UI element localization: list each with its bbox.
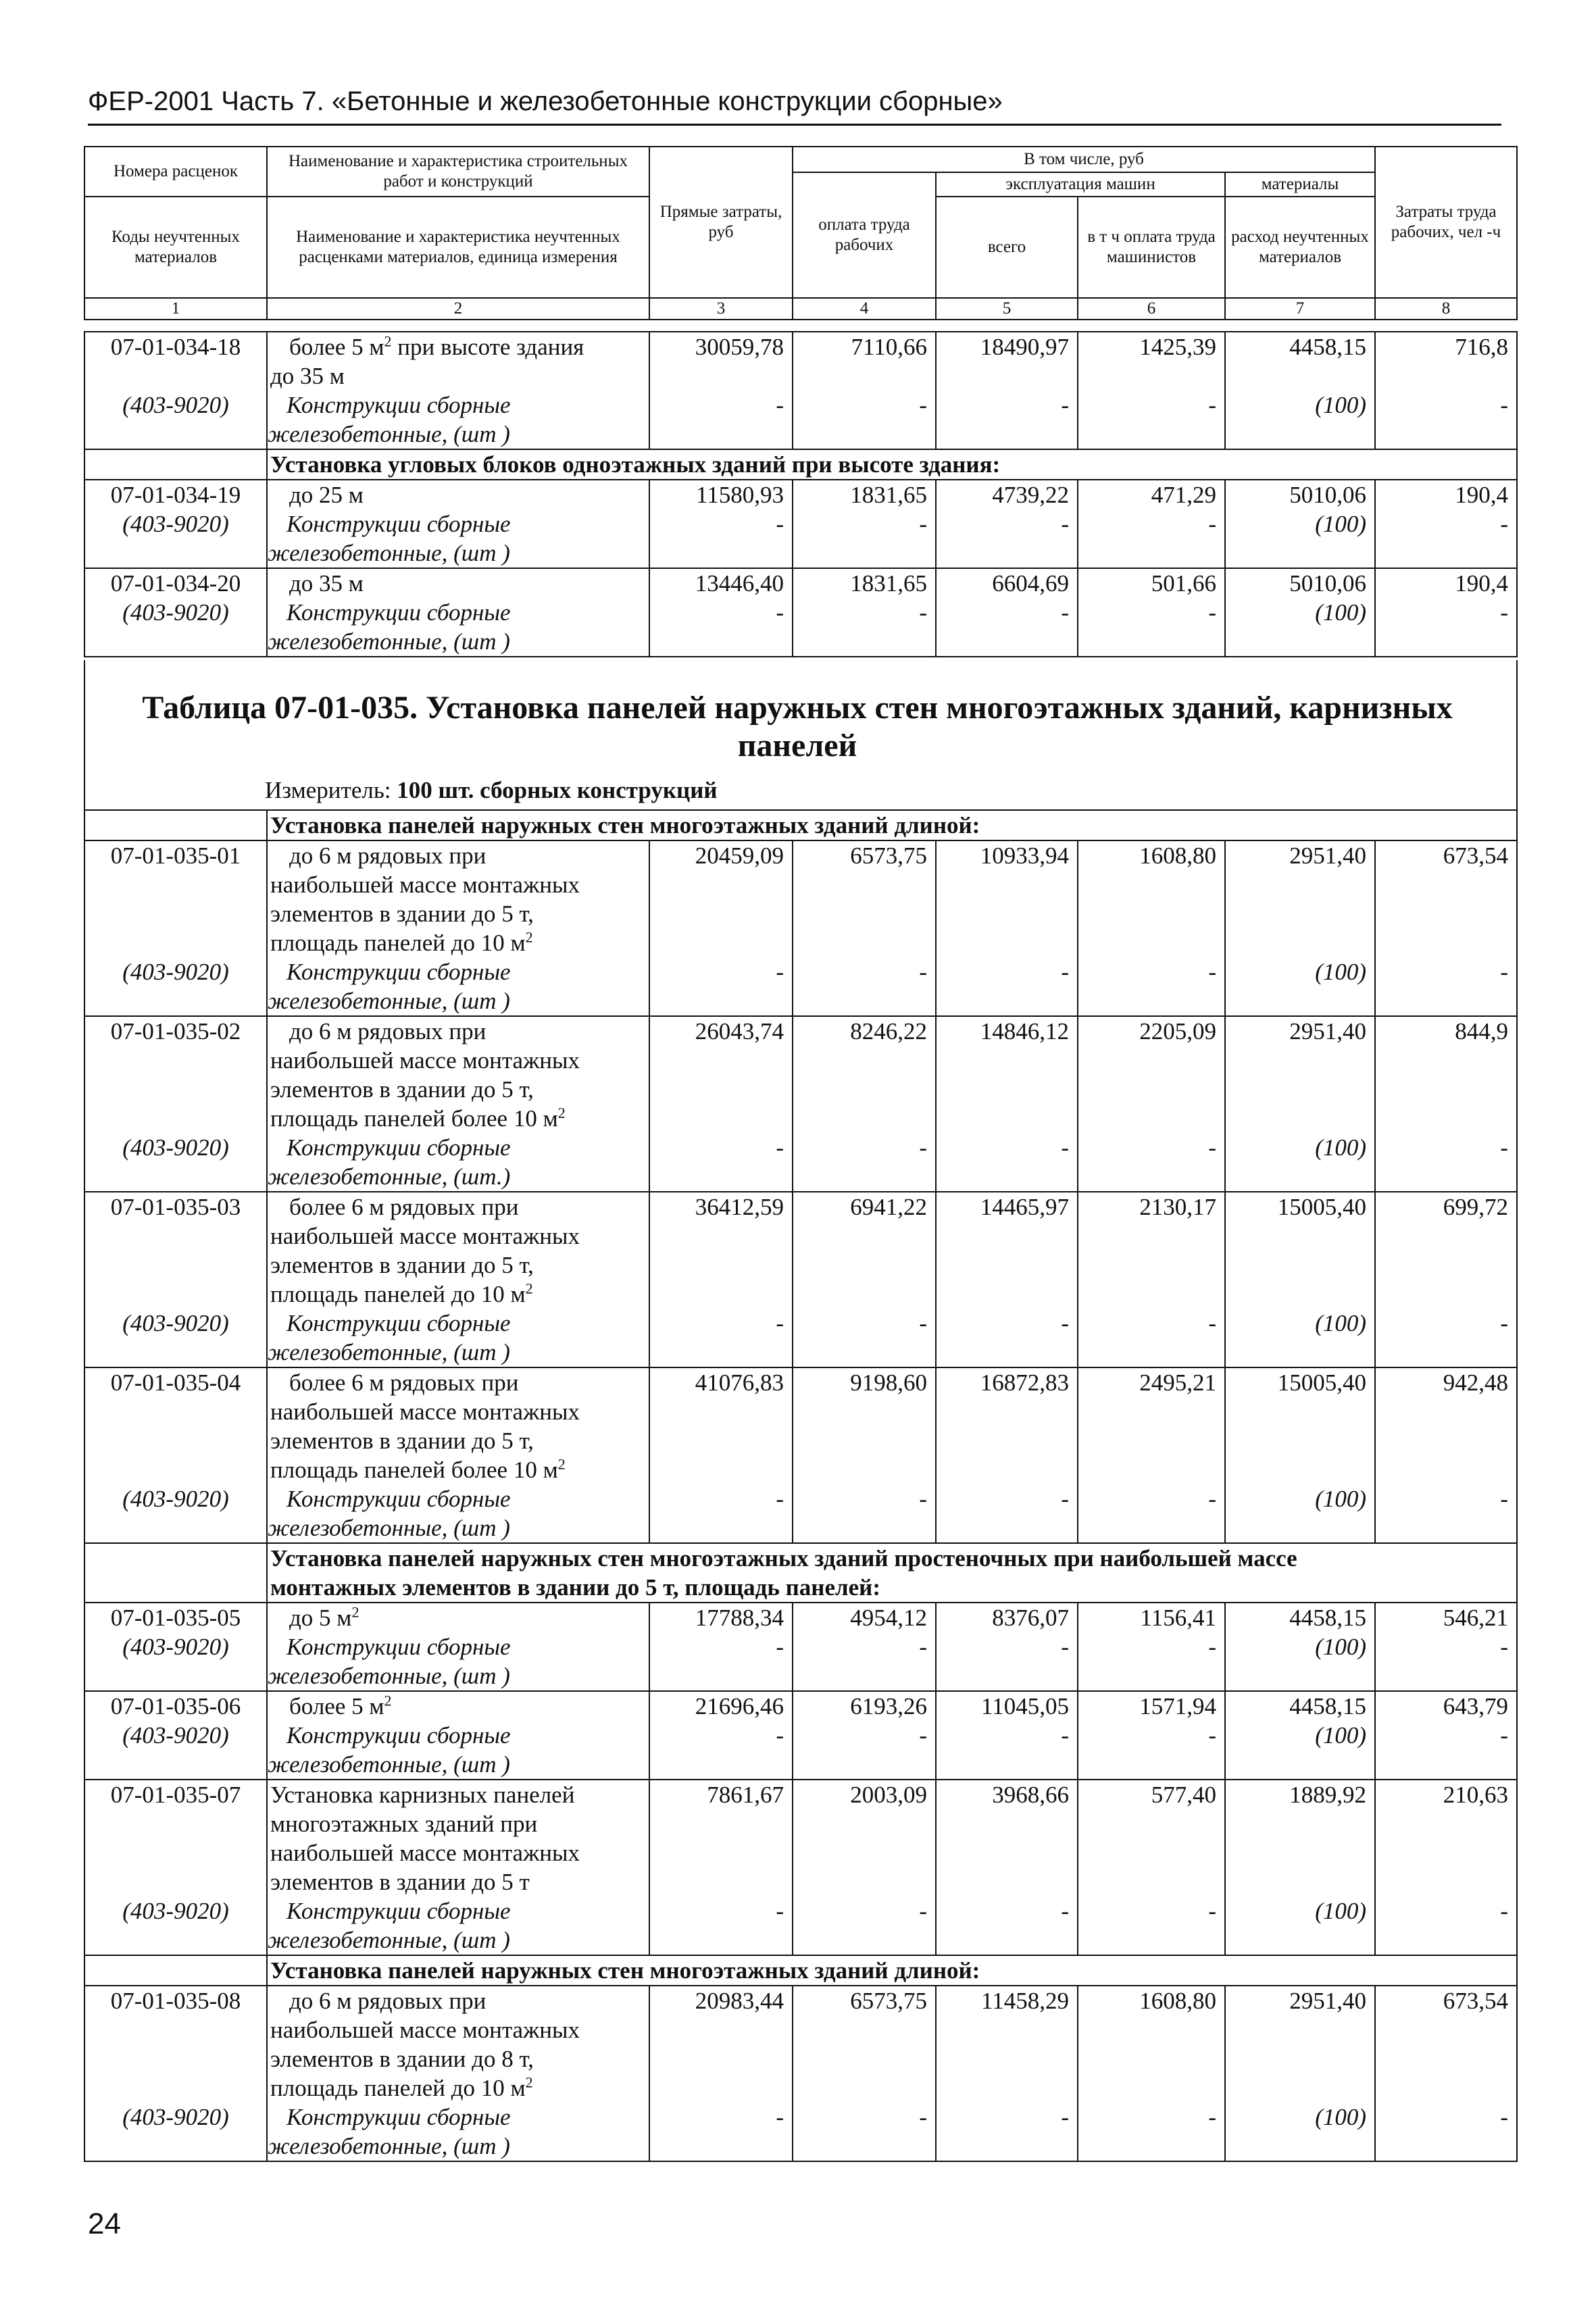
empty-value: - (793, 1309, 936, 1367)
worker-wages: 9198,60 (793, 1367, 936, 1484)
table-row (84, 1691, 1517, 1721)
rate-description: до 6 м рядовых при наибольшей массе монтажных элементов в здании до 5 т, площадь панелей более 10 $м^2$ (267, 1016, 649, 1133)
empty-value: - (793, 1632, 936, 1691)
material-row (84, 1484, 1517, 1543)
section-row (84, 1543, 1517, 1603)
direct-costs: 41076,83 (649, 1367, 793, 1484)
machines-total: 18490,97 (936, 332, 1078, 391)
material-quantity: (100) (1225, 509, 1375, 568)
empty-value: - (649, 1632, 793, 1691)
material-row (84, 957, 1517, 1016)
machinist-wages: 2205,09 (1078, 1016, 1225, 1133)
table-row (84, 1780, 1517, 1896)
empty-value: - (1078, 1133, 1225, 1192)
material-quantity: (100) (1225, 1309, 1375, 1367)
worker-wages: 4954,12 (793, 1603, 936, 1632)
table-row (84, 840, 1517, 957)
material-row (84, 391, 1517, 449)
table-row (84, 1016, 1517, 1133)
machines-total: 14846,12 (936, 1016, 1078, 1133)
col-header-machines-total: всего (936, 197, 1078, 298)
material-code: (403-9020) (84, 509, 267, 568)
empty-value: - (793, 1133, 936, 1192)
rate-code: 07-01-034-20 (84, 568, 267, 598)
worker-wages: 6573,75 (793, 1986, 936, 2103)
material-quantity: (100) (1225, 1133, 1375, 1192)
empty-value: - (649, 2103, 793, 2161)
section-row (84, 449, 1517, 480)
material-quantity: (100) (1225, 1896, 1375, 1955)
worker-wages: 1831,65 (793, 480, 936, 509)
material-name: Конструкции сборные железобетонные, (шт ) (267, 1721, 649, 1780)
materials: 2951,40 (1225, 1016, 1375, 1133)
machinist-wages: 1608,80 (1078, 1986, 1225, 2103)
empty-value: - (1375, 1484, 1517, 1543)
rate-code: 07-01-034-19 (84, 480, 267, 509)
empty-value: - (1078, 1309, 1225, 1367)
col-number: 1 (84, 298, 267, 320)
rate-code: 07-01-035-05 (84, 1603, 267, 1632)
empty-value: - (649, 1309, 793, 1367)
rate-description: более 6 м рядовых при наибольшей массе монтажных элементов в здании до 5 т, площадь панелей до 10 $м^2$ (267, 1192, 649, 1309)
direct-costs: 30059,78 (649, 332, 793, 391)
empty-value: - (649, 957, 793, 1016)
machinist-wages: 501,66 (1078, 568, 1225, 598)
empty-value: - (793, 391, 936, 449)
empty-value: - (649, 391, 793, 449)
machines-total: 10933,94 (936, 840, 1078, 957)
col-header-number: Номера расценок (84, 147, 267, 197)
direct-costs: 21696,46 (649, 1691, 793, 1721)
empty-value: - (1078, 2103, 1225, 2161)
col-header-materials: материалы (1225, 172, 1375, 197)
machines-total: 11458,29 (936, 1986, 1078, 2103)
col-number: 2 (267, 298, 649, 320)
empty-value: - (1078, 957, 1225, 1016)
rate-description: более 5 $м^2$ при высоте здания до 35 м (267, 332, 649, 391)
rate-code: 07-01-035-08 (84, 1986, 267, 2103)
worker-wages: 6193,26 (793, 1691, 936, 1721)
labor-cost: 716,8 (1375, 332, 1517, 391)
rate-description: до 5 $м^2$ (267, 1603, 649, 1632)
labor-cost: 942,48 (1375, 1367, 1517, 1484)
material-code: (403-9020) (84, 957, 267, 1016)
rate-description: Установка карнизных панелей многоэтажных зданий при наибольшей массе монтажных элементов в здании до 5 т (267, 1780, 649, 1896)
worker-wages: 2003,09 (793, 1780, 936, 1896)
col-number: 5 (936, 298, 1078, 320)
material-row (84, 1721, 1517, 1780)
rate-description: до 25 м (267, 480, 649, 509)
labor-cost: 699,72 (1375, 1192, 1517, 1309)
col-header-labor: Затраты труда рабочих, чел -ч (1375, 147, 1517, 298)
direct-costs: 17788,34 (649, 1603, 793, 1632)
material-quantity: (100) (1225, 1632, 1375, 1691)
empty-value: - (936, 509, 1078, 568)
col-header-material-consumption: расход неучтенных материалов (1225, 197, 1375, 298)
labor-cost: 210,63 (1375, 1780, 1517, 1896)
empty-value: - (936, 1721, 1078, 1780)
material-quantity: (100) (1225, 957, 1375, 1016)
table-row (84, 1603, 1517, 1632)
material-code: (403-9020) (84, 1484, 267, 1543)
direct-costs: 11580,93 (649, 480, 793, 509)
empty-value: - (1375, 2103, 1517, 2161)
material-row (84, 2103, 1517, 2161)
col-number: 8 (1375, 298, 1517, 320)
empty-value: - (793, 1484, 936, 1543)
empty-value: - (649, 1133, 793, 1192)
labor-cost: 673,54 (1375, 1986, 1517, 2103)
section-heading: Установка панелей наружных стен многоэтажных зданий длиной: (267, 1955, 1517, 1986)
machines-total: 3968,66 (936, 1780, 1078, 1896)
col-header-including: В том числе, руб (793, 147, 1375, 172)
empty-value: - (1078, 1484, 1225, 1543)
materials: 5010,06 (1225, 568, 1375, 598)
materials: 2951,40 (1225, 1986, 1375, 2103)
table-row (84, 1367, 1517, 1484)
material-code: (403-9020) (84, 1721, 267, 1780)
empty-value: - (1078, 509, 1225, 568)
col-header-material-codes: Коды неучтенных материалов (84, 197, 267, 298)
page-number: 24 (88, 2207, 121, 2240)
section-row (84, 810, 1517, 840)
material-name: Конструкции сборные железобетонные, (шт ) (267, 1484, 649, 1543)
materials: 2951,40 (1225, 840, 1375, 957)
material-code: (403-9020) (84, 1632, 267, 1691)
direct-costs: 36412,59 (649, 1192, 793, 1309)
material-name: Конструкции сборные железобетонные, (шт ) (267, 1309, 649, 1367)
col-header-direct-costs: Прямые затраты, руб (649, 147, 793, 298)
material-code: (403-9020) (84, 1133, 267, 1192)
machinist-wages: 1425,39 (1078, 332, 1225, 391)
labor-cost: 673,54 (1375, 840, 1517, 957)
col-number: 7 (1225, 298, 1375, 320)
material-quantity: (100) (1225, 1484, 1375, 1543)
empty-value: - (936, 1484, 1078, 1543)
rate-description: до 6 м рядовых при наибольшей массе монтажных элементов в здании до 8 т, площадь панелей до 10 $м^2$ (267, 1986, 649, 2103)
rates-table-034 (84, 331, 1518, 657)
empty-value: - (936, 957, 1078, 1016)
header-rule (88, 124, 1501, 126)
material-quantity: (100) (1225, 598, 1375, 657)
section-row (84, 1955, 1517, 1986)
material-name: Конструкции сборные железобетонные, (шт ) (267, 391, 649, 449)
section-heading: Установка панелей наружных стен многоэтажных зданий длиной: (267, 810, 1517, 840)
material-code: (403-9020) (84, 1309, 267, 1367)
materials: 15005,40 (1225, 1192, 1375, 1309)
materials: 15005,40 (1225, 1367, 1375, 1484)
empty-value: - (1375, 1309, 1517, 1367)
col-header-machines: эксплуатация машин (936, 172, 1225, 197)
material-quantity: (100) (1225, 391, 1375, 449)
material-row (84, 598, 1517, 657)
material-name: Конструкции сборные железобетонные, (шт ) (267, 1632, 649, 1691)
empty-value: - (1078, 391, 1225, 449)
empty-value: - (1078, 598, 1225, 657)
material-name: Конструкции сборные железобетонные, (шт ) (267, 957, 649, 1016)
table-title: Таблица 07-01-035. Установка панелей наружных стен многоэтажных зданий, карнизных панелей (142, 690, 1453, 763)
empty-value: - (1375, 509, 1517, 568)
rates-table-035 (84, 809, 1518, 2162)
rate-code: 07-01-035-07 (84, 1780, 267, 1896)
empty-value: - (1375, 1721, 1517, 1780)
empty-value: - (1375, 598, 1517, 657)
rate-code: 07-01-035-03 (84, 1192, 267, 1309)
machines-total: 6604,69 (936, 568, 1078, 598)
rate-description: более 5 $м^2$ (267, 1691, 649, 1721)
machinist-wages: 1571,94 (1078, 1691, 1225, 1721)
empty-value: - (936, 1632, 1078, 1691)
material-code: (403-9020) (84, 2103, 267, 2161)
materials: 5010,06 (1225, 480, 1375, 509)
table-row (84, 1986, 1517, 2103)
empty-value: - (1375, 1896, 1517, 1955)
table-row (84, 1192, 1517, 1309)
worker-wages: 6573,75 (793, 840, 936, 957)
materials: 4458,15 (1225, 332, 1375, 391)
worker-wages: 1831,65 (793, 568, 936, 598)
empty-value: - (1375, 957, 1517, 1016)
empty-value: - (793, 1721, 936, 1780)
empty-value: - (793, 1896, 936, 1955)
table-row (84, 332, 1517, 391)
frame-line-right (1516, 660, 1518, 829)
material-row (84, 509, 1517, 568)
empty-value: - (793, 957, 936, 1016)
machines-total: 8376,07 (936, 1603, 1078, 1632)
machinist-wages: 1156,41 (1078, 1603, 1225, 1632)
material-row (84, 1133, 1517, 1192)
empty-value: - (649, 598, 793, 657)
rate-code: 07-01-035-01 (84, 840, 267, 957)
frame-line-left (84, 660, 85, 829)
empty-value: - (649, 1721, 793, 1780)
direct-costs: 26043,74 (649, 1016, 793, 1133)
material-name: Конструкции сборные железобетонные, (шт ) (267, 509, 649, 568)
empty-value: - (936, 1309, 1078, 1367)
machines-total: 14465,97 (936, 1192, 1078, 1309)
machines-total: 11045,05 (936, 1691, 1078, 1721)
empty-value: - (936, 598, 1078, 657)
worker-wages: 7110,66 (793, 332, 936, 391)
empty-value: - (936, 1896, 1078, 1955)
section-heading: Установка угловых блоков одноэтажных зданий при высоте здания: (267, 449, 1517, 480)
machines-total: 4739,22 (936, 480, 1078, 509)
empty-value: - (649, 1484, 793, 1543)
empty-value: - (793, 2103, 936, 2161)
material-code: (403-9020) (84, 598, 267, 657)
machinist-wages: 1608,80 (1078, 840, 1225, 957)
empty-value: - (1078, 1632, 1225, 1691)
col-number: 3 (649, 298, 793, 320)
labor-cost: 190,4 (1375, 480, 1517, 509)
material-code: (403-9020) (84, 1896, 267, 1955)
col-header-material-names: Наименование и характеристика неучтенных расценками материалов, единица измерения (267, 197, 649, 298)
material-row (84, 1896, 1517, 1955)
direct-costs: 13446,40 (649, 568, 793, 598)
col-header-machinist-wages: в т ч оплата труда машинистов (1078, 197, 1225, 298)
column-header-table (84, 146, 1518, 320)
labor-cost: 190,4 (1375, 568, 1517, 598)
machinist-wages: 577,40 (1078, 1780, 1225, 1896)
empty-value: - (936, 2103, 1078, 2161)
material-name: Конструкции сборные железобетонные, (шт ) (267, 1896, 649, 1955)
labor-cost: 643,79 (1375, 1691, 1517, 1721)
direct-costs: 7861,67 (649, 1780, 793, 1896)
machinist-wages: 471,29 (1078, 480, 1225, 509)
material-quantity: (100) (1225, 1721, 1375, 1780)
rate-description: до 35 м (267, 568, 649, 598)
labor-cost: 546,21 (1375, 1603, 1517, 1632)
table-row (84, 568, 1517, 598)
empty-value: - (649, 1896, 793, 1955)
machinist-wages: 2130,17 (1078, 1192, 1225, 1309)
rate-description: до 6 м рядовых при наибольшей массе монтажных элементов в здании до 5 т, площадь панелей до 10 $м^2$ (267, 840, 649, 957)
running-header: ФЕР-2001 Часть 7. «Бетонные и железобетонные конструкции сборные» (88, 86, 1003, 116)
direct-costs: 20459,09 (649, 840, 793, 957)
measurement-unit: Измеритель: 100 шт. сборных конструкций (265, 777, 718, 803)
rate-code: 07-01-035-04 (84, 1367, 267, 1484)
material-name: Конструкции сборные железобетонные, (шт ) (267, 2103, 649, 2161)
rate-code: 07-01-034-18 (84, 332, 267, 391)
rate-code: 07-01-035-02 (84, 1016, 267, 1133)
empty-value: - (649, 509, 793, 568)
direct-costs: 20983,44 (649, 1986, 793, 2103)
material-row (84, 1632, 1517, 1691)
material-row (84, 1309, 1517, 1367)
machines-total: 16872,83 (936, 1367, 1078, 1484)
machinist-wages: 2495,21 (1078, 1367, 1225, 1484)
col-number: 6 (1078, 298, 1225, 320)
materials: 1889,92 (1225, 1780, 1375, 1896)
material-name: Конструкции сборные железобетонные, (шт.) (267, 1133, 649, 1192)
table-row (84, 480, 1517, 509)
empty-value: - (1375, 1632, 1517, 1691)
rate-description: более 6 м рядовых при наибольшей массе монтажных элементов в здании до 5 т, площадь панелей более 10 $м^2$ (267, 1367, 649, 1484)
col-header-name: Наименование и характеристика строительных работ и конструкций (267, 147, 649, 197)
material-quantity: (100) (1225, 2103, 1375, 2161)
col-number: 4 (793, 298, 936, 320)
rate-code: 07-01-035-06 (84, 1691, 267, 1721)
material-code: (403-9020) (84, 391, 267, 449)
empty-value: - (1078, 1896, 1225, 1955)
empty-value: - (1375, 391, 1517, 449)
worker-wages: 8246,22 (793, 1016, 936, 1133)
empty-value: - (936, 1133, 1078, 1192)
worker-wages: 6941,22 (793, 1192, 936, 1309)
empty-value: - (1078, 1721, 1225, 1780)
empty-value: - (1375, 1133, 1517, 1192)
labor-cost: 844,9 (1375, 1016, 1517, 1133)
material-name: Конструкции сборные железобетонные, (шт ) (267, 598, 649, 657)
empty-value: - (793, 509, 936, 568)
materials: 4458,15 (1225, 1691, 1375, 1721)
materials: 4458,15 (1225, 1603, 1375, 1632)
col-header-wages: оплата труда рабочих (793, 172, 936, 298)
empty-value: - (793, 598, 936, 657)
empty-value: - (936, 391, 1078, 449)
section-heading: Установка панелей наружных стен многоэтажных зданий простеночных при наибольшей массе монтажных элементов в здании до 5 т, площадь панелей: (267, 1543, 1517, 1603)
